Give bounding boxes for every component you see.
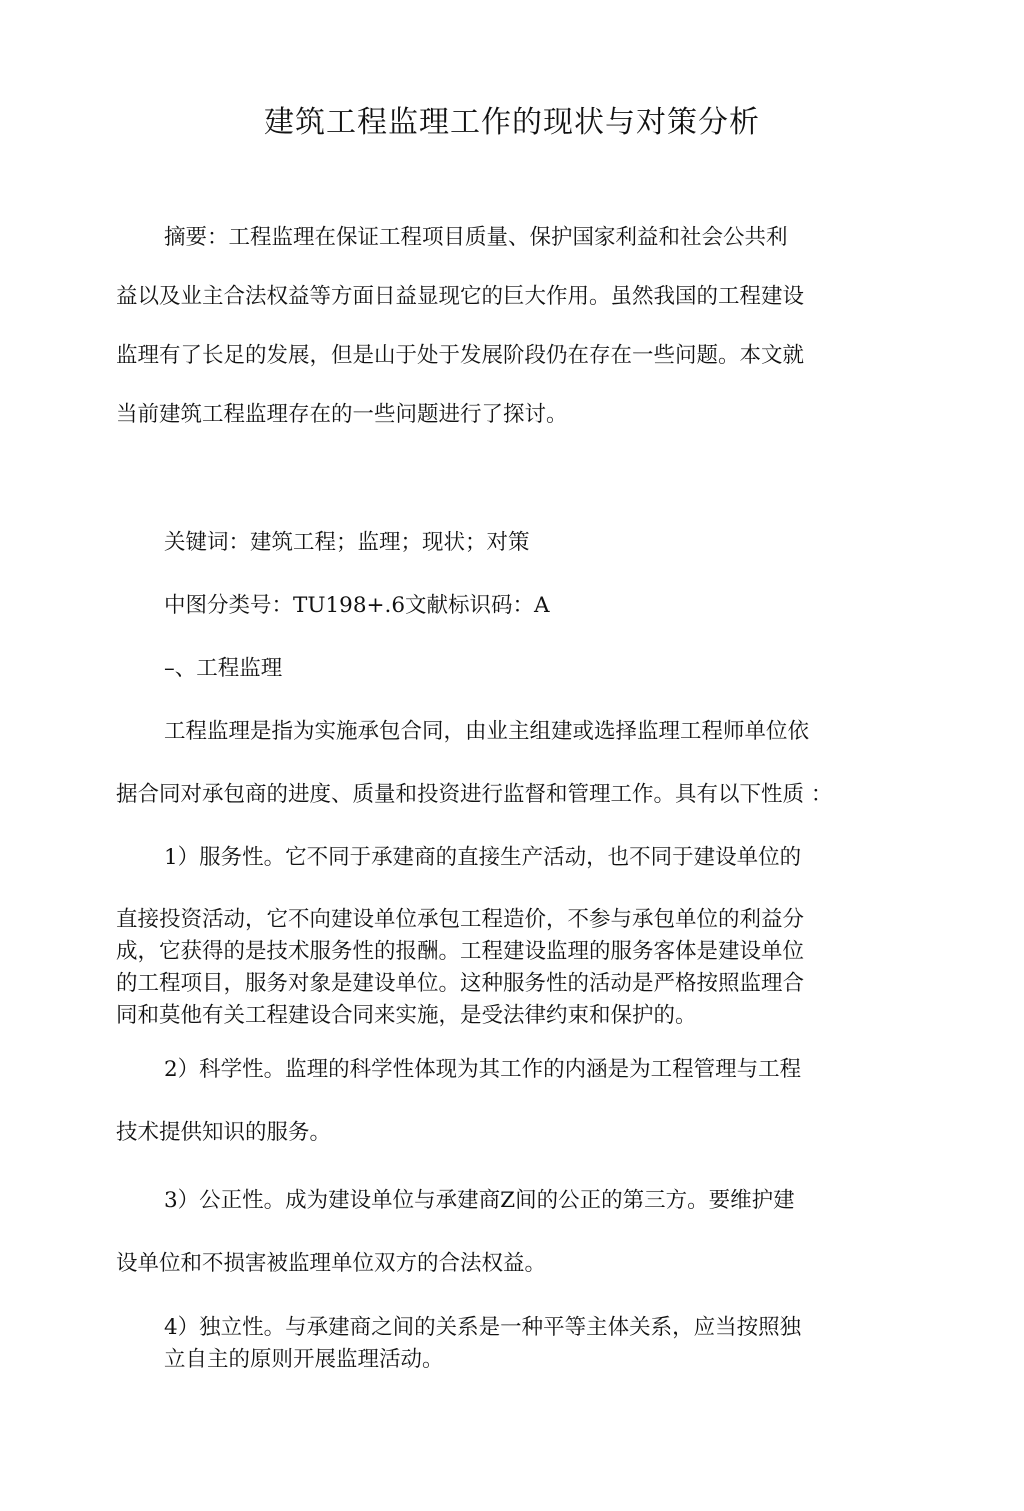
fairness-line-2: 设单位和不损害被监理单位双方的合法权益。 bbox=[116, 1251, 547, 1276]
abstract-line-3: 监理有了长足的发展，但是山于处于发展阶段仍在存在一些问题。本文就 bbox=[116, 343, 805, 368]
science-line-2: 技术提供知识的服务。 bbox=[116, 1120, 332, 1145]
independence-line-1: 4）独立性。与承建商之间的关系是一种平等主体关系，应当按照独 bbox=[164, 1315, 802, 1340]
independence-line-2: 立自主的原则开展监理活动。 bbox=[164, 1347, 444, 1372]
service-line-5: 同和莫他有关工程建设合同来实施，是受法律约束和保护的。 bbox=[116, 1003, 697, 1028]
service-line-4: 的工程项目，服务对象是建设单位。这种服务性的活动是严格按照监理合 bbox=[116, 971, 805, 996]
fairness-line-1: 3）公正性。成为建设单位与承建商Z间的公正的第三方。要维护建 bbox=[164, 1188, 795, 1213]
abstract-line-4: 当前建筑工程监理存在的一些问题进行了探讨。 bbox=[116, 402, 568, 427]
classification-line: 中图分类号：TU198+.6文献标识码：A bbox=[164, 593, 550, 618]
intro-line-2: 据合同对承包商的进度、质量和投资进行监督和管理工作。具有以下性质 ： bbox=[116, 782, 833, 807]
service-line-1: 1）服务性。它不同于承建商的直接生产活动，也不同于建设单位的 bbox=[164, 845, 802, 870]
intro-line-1: 工程监理是指为实施承包合同，由业主组建或选择监理工程师单位依 bbox=[164, 719, 810, 744]
service-line-3: 成，它获得的是技术服务性的报酬。工程建设监理的服务客体是建设单位 bbox=[116, 939, 805, 964]
science-line-1: 2）科学性。监理的科学性体现为其工作的内涵是为工程管理与工程 bbox=[164, 1057, 802, 1082]
abstract-line-1: 摘要：工程监理在保证工程项目质量、保护国家利益和社会公共利 bbox=[164, 225, 788, 250]
abstract-line-2: 益以及业主合法权益等方面日益显现它的巨大作用。虽然我国的工程建设 bbox=[116, 284, 805, 309]
section-heading: –、工程监理 bbox=[164, 656, 283, 681]
service-line-2: 直接投资活动，它不向建设单位承包工程造价，不参与承包单位的利益分 bbox=[116, 907, 805, 932]
document-title: 建筑工程监理工作的现状与对策分析 bbox=[264, 105, 760, 140]
keywords-line: 关键词：建筑工程；监理；现状；对策 bbox=[164, 530, 530, 555]
